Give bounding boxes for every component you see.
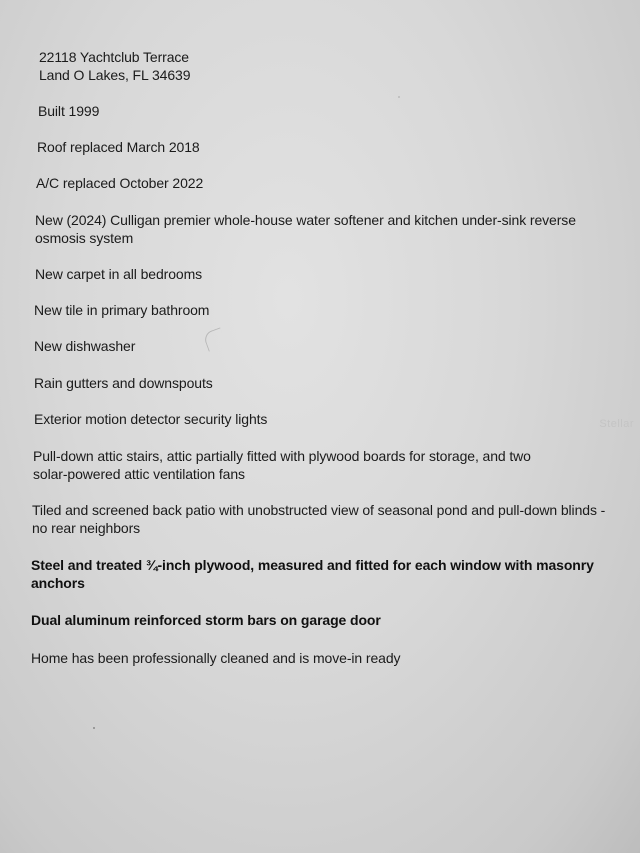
- feature-carpet: New carpet in all bedrooms: [35, 266, 203, 282]
- feature-roof: Roof replaced March 2018: [37, 139, 200, 155]
- address-city: Land O Lakes, FL 34639: [39, 67, 191, 83]
- feature-patio: Tiled and screened back patio with unobstructed view of seasonal pond and pull-down blinds - no rear neighbors: [32, 502, 606, 536]
- feature-built-year: Built 1999: [38, 103, 100, 119]
- feature-storm-bars: Dual aluminum reinforced storm bars on garage door: [31, 612, 381, 628]
- feature-tile: New tile in primary bathroom: [34, 302, 210, 318]
- watermark: Stellar: [599, 418, 634, 430]
- feature-attic: Pull-down attic stairs, attic partially fitted with plywood boards for storage, and two solar-powered attic ventilation fans: [33, 448, 531, 482]
- paper-speck: [93, 727, 95, 729]
- address-street: 22118 Yachtclub Terrace: [39, 49, 189, 65]
- feature-dishwasher: New dishwasher: [34, 338, 136, 354]
- feature-gutters: Rain gutters and downspouts: [34, 375, 213, 391]
- feature-security-lights: Exterior motion detector security lights: [34, 411, 268, 427]
- feature-ac: A/C replaced October 2022: [36, 175, 204, 191]
- feature-water-softener: New (2024) Culligan premier whole-house water softener and kitchen under-sink reverse osmosis system: [35, 212, 576, 246]
- paper-speck: [398, 96, 400, 98]
- feature-cleaned: Home has been professionally cleaned and is move-in ready: [31, 650, 401, 666]
- feature-window-shutters: Steel and treated ¾-inch plywood, measured and fitted for each window with masonry anchors: [31, 557, 594, 591]
- paper-mark: [202, 327, 226, 351]
